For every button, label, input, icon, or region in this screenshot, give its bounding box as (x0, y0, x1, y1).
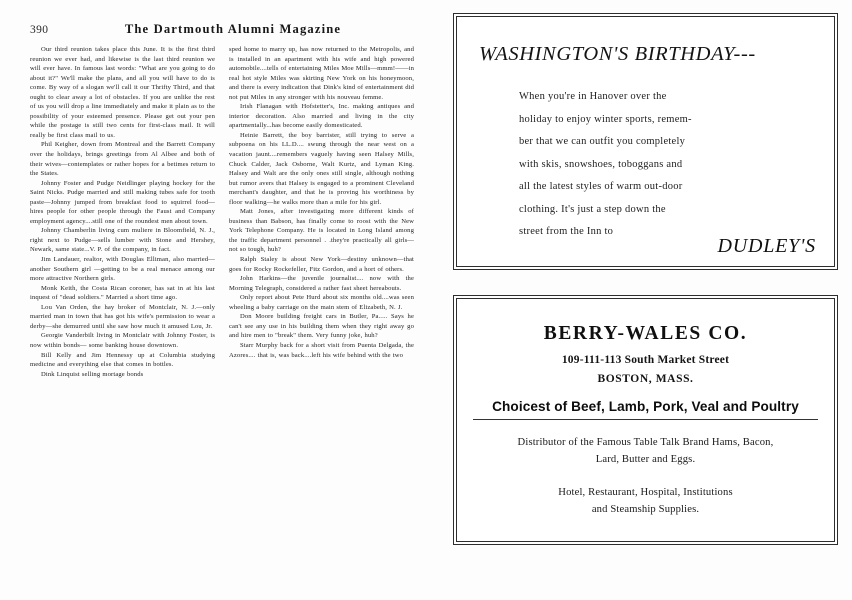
ad-distributor-line: Lard, Butter and Eggs. (595, 454, 696, 465)
advertisement-dudleys (453, 13, 838, 270)
ad-body-line: clothing. It's just a step down the (519, 203, 666, 215)
paragraph: Heinie Barrett, the boy barrister, still trying to serve a subpoena on his LL.D.... swung through the near west on a vacation jaunt....remembers vaguely having seen Halsey Mills, Chuck Calder, Jack Osborne, Walt Kurtz, and Lyman King. Halsey and Walt are the only ones still single, although nothing but rumor avers that Halsey is engaged to a prominent Cleveland merchant's daughter, and that he is proving his worthiness by floor walking—he walks more than a mile for his girl. (229, 131, 414, 206)
ad-company-name: BERRY-WALES CO. (543, 323, 748, 344)
ad-headline-washingtons-birthday: WASHINGTON'S BIRTHDAY--- (479, 43, 756, 65)
ad-inner-border (456, 16, 835, 267)
paragraph: Phil Keigher, down from Montreal and the Barrett Company over the holidays, brings greetings from Al Albee and both of their wives—contemplates or rather hopes for a betimes return to the States. (30, 141, 215, 178)
paragraph: Monk Keith, the Costa Rican coroner, has sat in at his last inquest of "dead soldiers." Married a short time ago. (30, 284, 215, 302)
paragraph: Bill Kelly and Jim Hennessy up at Columbia studying medicine and everything else that comes in bottles. (30, 351, 215, 369)
paragraph: Only report about Pete Hurd about six months old....was seen wheeling a baby carriage on the main stem of Elizabeth, N. J. (229, 294, 414, 311)
paragraph: Matt Jones, after investigating more different kinds of business than Babson, has finally come to roost with the New York Telephone Company. He is located in Long Island among the traffic department personnel . .they're practically all girls—not so tough, huh? (229, 208, 414, 254)
paragraph: Irish Flanagan with Hofstetter's, Inc. making antiques and interior decoration. Also married and living in the city apartmentally...has become easily domesticated. (229, 103, 414, 130)
ad-tagline: Choicest of Beef, Lamb, Pork, Veal and Poultry (473, 399, 818, 420)
ad-signature-dudleys: DUDLEY'S (717, 235, 816, 257)
paragraph: sped home to marry up, has now returned to the Metropolis, and is installed in an apartment with his wife and high powered automobile....tells of entertaining Miles Moe Mills—mmm!——in real hot style Miles was skirting New York on his honeymoon, and there is every indication that Dink's kind of entertainment did not put Miles in any stronger with his nouveau femme. (229, 46, 414, 101)
ad-supplies-line: and Steamship Supplies. (591, 504, 700, 515)
paragraph: Don Moore building freight cars in Butler, Pa..... Says he can't see any use in his building them when they right away go and hire men to "break" them. Very funny joke, huh? (229, 313, 414, 340)
paragraph: Starr Murphy back for a short visit from Puenta Delgada, the Azores.... that is, was back....left his wife behind with the two (229, 341, 414, 359)
ad-street-address: 109-111-113 South Market Street (561, 354, 730, 366)
ad-distributor-line: Distributor of the Famous Table Talk Brand Hams, Bacon, (517, 437, 774, 448)
ad-city-state: BOSTON, MASS. (597, 373, 694, 385)
ad-body-line: street from the Inn to (519, 226, 614, 237)
paragraph: Johnny Chamberlin living cum muliere in Bloomfield, N. J., right next to Pudge—sells lumber with Stone and Hershey, Newark, same state...V. P. of the company, in fact. (30, 227, 215, 254)
text-column-2 (229, 45, 414, 379)
advertisement-berry-wales (453, 295, 838, 545)
paragraph: John Harkins—the juvenile journalist.... now with the Morning Telegraph, considered a rather fast sheet hereabouts. (229, 275, 414, 292)
ad-body-line: all the latest styles of warm out-door (519, 181, 683, 192)
page-title: The Dartmouth Alumni Magazine (124, 22, 342, 36)
text-column-1 (30, 45, 215, 379)
paragraph: Jim Landauer, realtor, with Douglas Elliman, also married—another Southern girl —getting to be a real menace among our more attractive Northern girls. (30, 256, 215, 283)
page-folio: 390 (30, 24, 49, 36)
ad-supplies-line: Hotel, Restaurant, Hospital, Institutions (558, 487, 733, 498)
paragraph: Dink Linquist selling mortage bonds (41, 370, 144, 378)
ad-body-line: with skis, snowshoes, toboggans and (519, 158, 683, 170)
ad-inner-border (456, 298, 835, 542)
ad-body-line: holiday to enjoy winter sports, remem- (519, 113, 692, 125)
running-head (0, 22, 426, 37)
paragraph: Our third reunion takes place this June. It is the first third reunion we ever had, and likewise is the last third reunion we will ever have. In famous last words: "What are you going to do about it?" We'll make the plans, and all you will have to do is come. By way of a slogan we'll call it our Thrifty Third, and that ought to clear away a lot of obstacles. If you are unlike the rest of us you will drop a line immediately and make it plain as to the possibility of your esteemed presence. Please get out your pen while the postage is still two cents for first-class mail. It will really be first class mail to us. (30, 46, 215, 139)
paragraph: Ralph Staley is about New York—destiny unknown—that goes for Rocky Rockefeller, Fitz Gordon, and a hort of others. (229, 256, 414, 273)
right-advertisement-page (426, 0, 852, 600)
paragraph: Lou Van Orden, the hay broker of Montclair, N. J.—only married man in town that has got his wife's permission to wear a derby—she demurred until she saw how much it amused Lou, Jr. (30, 303, 215, 330)
ad-body-line: ber that we can outfit you completely (519, 136, 686, 147)
ad-body-text (519, 86, 804, 244)
text-columns (30, 45, 415, 379)
ad-body-line: When you're in Hanover over the (519, 91, 667, 102)
paragraph: Georgie Vanderbilt living in Montclair with Johnny Foster, is now within bonds— some banking house downtown. (30, 332, 215, 349)
ad-distributor-text (473, 434, 818, 468)
paragraph: Johnny Foster and Pudge Neidlinger playing hockey for the Saint Nicks. Pudge married and still making tubes safe for tooth paste—Johnny jumped from breakfast food to squirrel food—hires people for other people through the Faust and Company employment agency....still one of the roundest men about town. (30, 179, 215, 225)
ad-supplies-text (473, 484, 818, 518)
